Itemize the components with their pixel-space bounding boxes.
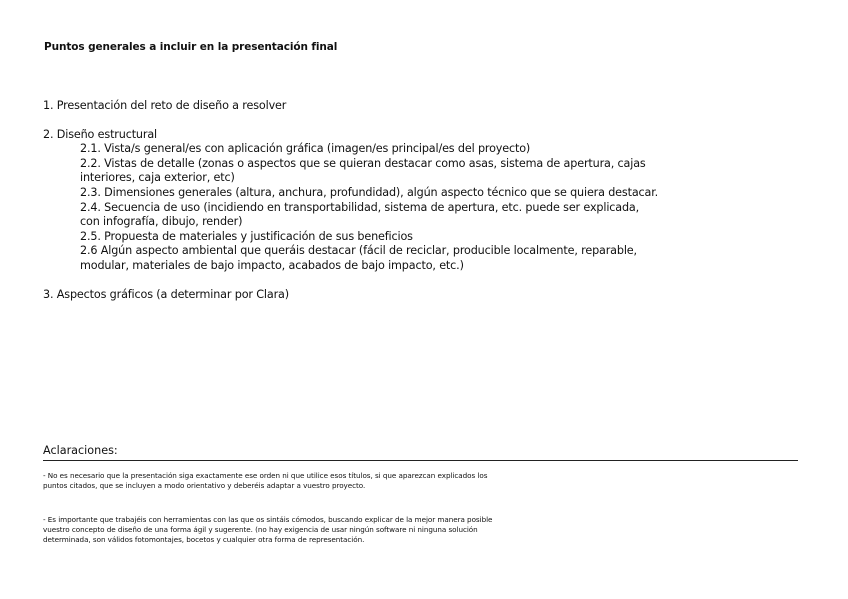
section-2-item-continued: interiores, caja exterior, etc) bbox=[80, 171, 235, 184]
section-2-item: 2.2. Vistas de detalle (zonas o aspectos que se quieran destacar como asas, sistema de apertura, cajas bbox=[80, 157, 646, 170]
section-2-item-continued: con infografía, dibujo, render) bbox=[80, 215, 243, 228]
section-2-item: 2.6 Algún aspecto ambiental que queráis destacar (fácil de reciclar, producible localmente, reparable, bbox=[80, 244, 637, 257]
section-2-item: 2.3. Dimensiones generales (altura, anchura, profundidad), algún aspecto técnico que se quiera destacar. bbox=[80, 186, 659, 199]
clarifications-divider bbox=[43, 460, 798, 461]
document-title: Puntos generales a incluir en la presentación final bbox=[44, 41, 338, 53]
section-1: 1. Presentación del reto de diseño a resolver bbox=[43, 99, 287, 112]
section-2-item: 2.5. Propuesta de materiales y justificación de sus beneficios bbox=[80, 230, 413, 243]
section-2-item-continued: modular, materiales de bajo impacto, acabados de bajo impacto, etc.) bbox=[80, 259, 464, 272]
section-2: 2. Diseño estructural bbox=[43, 128, 157, 141]
section-2-item: 2.1. Vista/s general/es con aplicación gráfica (imagen/es principal/es del proyecto) bbox=[80, 142, 531, 155]
section-3: 3. Aspectos gráficos (a determinar por Clara) bbox=[43, 288, 289, 301]
clarification-note: - Es importante que trabajéis con herramientas con las que os sintáis cómodos, buscando explicar de la mejor manera posible vuestro concepto de diseño de una forma ágil y sugerente. (no hay exigencia de usar ningún software ni ninguna solución determinada, son válidos fotomontajes, bocetos y cualquier otra forma de representación. bbox=[43, 515, 493, 544]
clarifications-heading: Aclaraciones: bbox=[43, 444, 118, 457]
section-2-item: 2.4. Secuencia de uso (incidiendo en transportabilidad, sistema de apertura, etc. puede ser explicada, bbox=[80, 201, 640, 214]
clarification-note: - No es necesario que la presentación siga exactamente ese orden ni que utilice esos títulos, si que aparezcan explicados los puntos citados, que se incluyen a modo orientativo y deberéis adaptar a vuestro proyecto. bbox=[43, 471, 488, 490]
